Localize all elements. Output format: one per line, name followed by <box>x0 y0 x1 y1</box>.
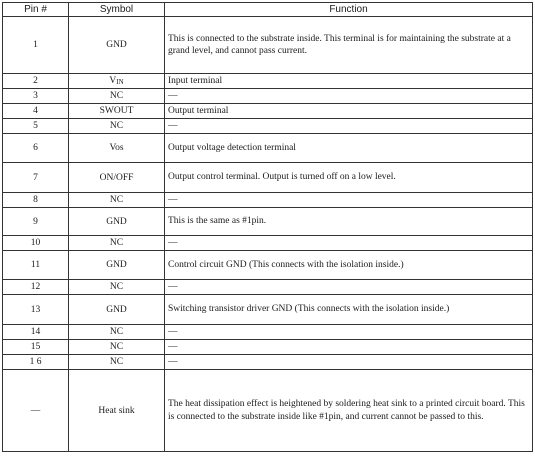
pin-function: This is the same as #1pin. <box>165 208 533 236</box>
pin-symbol: NC <box>69 193 165 208</box>
pin-symbol: NC <box>69 119 165 134</box>
table-row <box>3 17 533 74</box>
table-row <box>3 355 533 370</box>
pin-number: 13 <box>3 295 69 325</box>
pin-function: — <box>165 340 533 355</box>
pin-number: 1 <box>3 17 69 74</box>
pin-number: 15 <box>3 340 69 355</box>
pin-function: Control circuit GND (This connects with the isolation inside.) <box>165 251 533 280</box>
pin-symbol: NC <box>69 236 165 251</box>
table-row <box>3 236 533 251</box>
table-row <box>3 280 533 295</box>
pin-function: The heat dissipation effect is heightened by soldering heat sink to a printed circuit board. This is connected to the substrate inside like #1pin, and current cannot be passed to this. <box>165 370 533 452</box>
table-row <box>3 74 533 89</box>
table-row <box>3 193 533 208</box>
pin-symbol-subscript: IN <box>116 78 124 86</box>
pin-number: 4 <box>3 104 69 119</box>
pin-symbol: NC <box>69 355 165 370</box>
pin-number: 14 <box>3 325 69 340</box>
header-row <box>3 3 533 17</box>
pin-function: — <box>165 89 533 104</box>
pin-number: 9 <box>3 208 69 236</box>
header-pin: Pin # <box>3 3 69 17</box>
pin-function: — <box>165 325 533 340</box>
pin-symbol: NC <box>69 280 165 295</box>
header-function: Function <box>165 3 533 17</box>
pin-number: 10 <box>3 236 69 251</box>
pin-function: — <box>165 236 533 251</box>
pin-symbol: Heat sink <box>69 370 165 452</box>
table-row <box>3 295 533 325</box>
table-row <box>3 134 533 163</box>
pin-number: 2 <box>3 74 69 89</box>
pin-function: Switching transistor driver GND (This connects with the isolation inside.) <box>165 295 533 325</box>
table-row <box>3 89 533 104</box>
pin-number: 11 <box>3 251 69 280</box>
table-row <box>3 340 533 355</box>
pin-symbol: NC <box>69 340 165 355</box>
pin-symbol: GND <box>69 208 165 236</box>
table-row <box>3 325 533 340</box>
table-row <box>3 251 533 280</box>
pin-symbol: ON/OFF <box>69 163 165 193</box>
pin-number: — <box>3 370 69 452</box>
pin-symbol: NC <box>69 89 165 104</box>
pin-symbol <box>69 74 165 89</box>
pin-symbol: Vos <box>69 134 165 163</box>
pin-function: Input terminal <box>165 74 533 89</box>
pin-function: Output voltage detection terminal <box>165 134 533 163</box>
pin-number: 8 <box>3 193 69 208</box>
table-row <box>3 163 533 193</box>
pin-function: Output control terminal. Output is turned off on a low level. <box>165 163 533 193</box>
pin-function: — <box>165 193 533 208</box>
pin-symbol: GND <box>69 17 165 74</box>
pin-number: 3 <box>3 89 69 104</box>
header-symbol: Symbol <box>69 3 165 17</box>
pin-function: — <box>165 280 533 295</box>
pin-number: 12 <box>3 280 69 295</box>
pin-function-table <box>2 2 533 452</box>
table-row <box>3 208 533 236</box>
pin-number: 1 6 <box>3 355 69 370</box>
table-row <box>3 119 533 134</box>
pin-symbol: GND <box>69 295 165 325</box>
table-row <box>3 104 533 119</box>
pin-symbol: SWOUT <box>69 104 165 119</box>
pin-number: 6 <box>3 134 69 163</box>
pin-symbol-main: V <box>109 76 117 86</box>
pin-number: 5 <box>3 119 69 134</box>
pin-symbol: GND <box>69 251 165 280</box>
pin-function: — <box>165 119 533 134</box>
pin-number: 7 <box>3 163 69 193</box>
pin-function: Output terminal <box>165 104 533 119</box>
table-row <box>3 370 533 452</box>
pin-symbol: NC <box>69 325 165 340</box>
pin-function: This is connected to the substrate inside. This terminal is for maintaining the substrate at a grand level, and cannot pass current. <box>165 17 533 74</box>
pin-function: — <box>165 355 533 370</box>
